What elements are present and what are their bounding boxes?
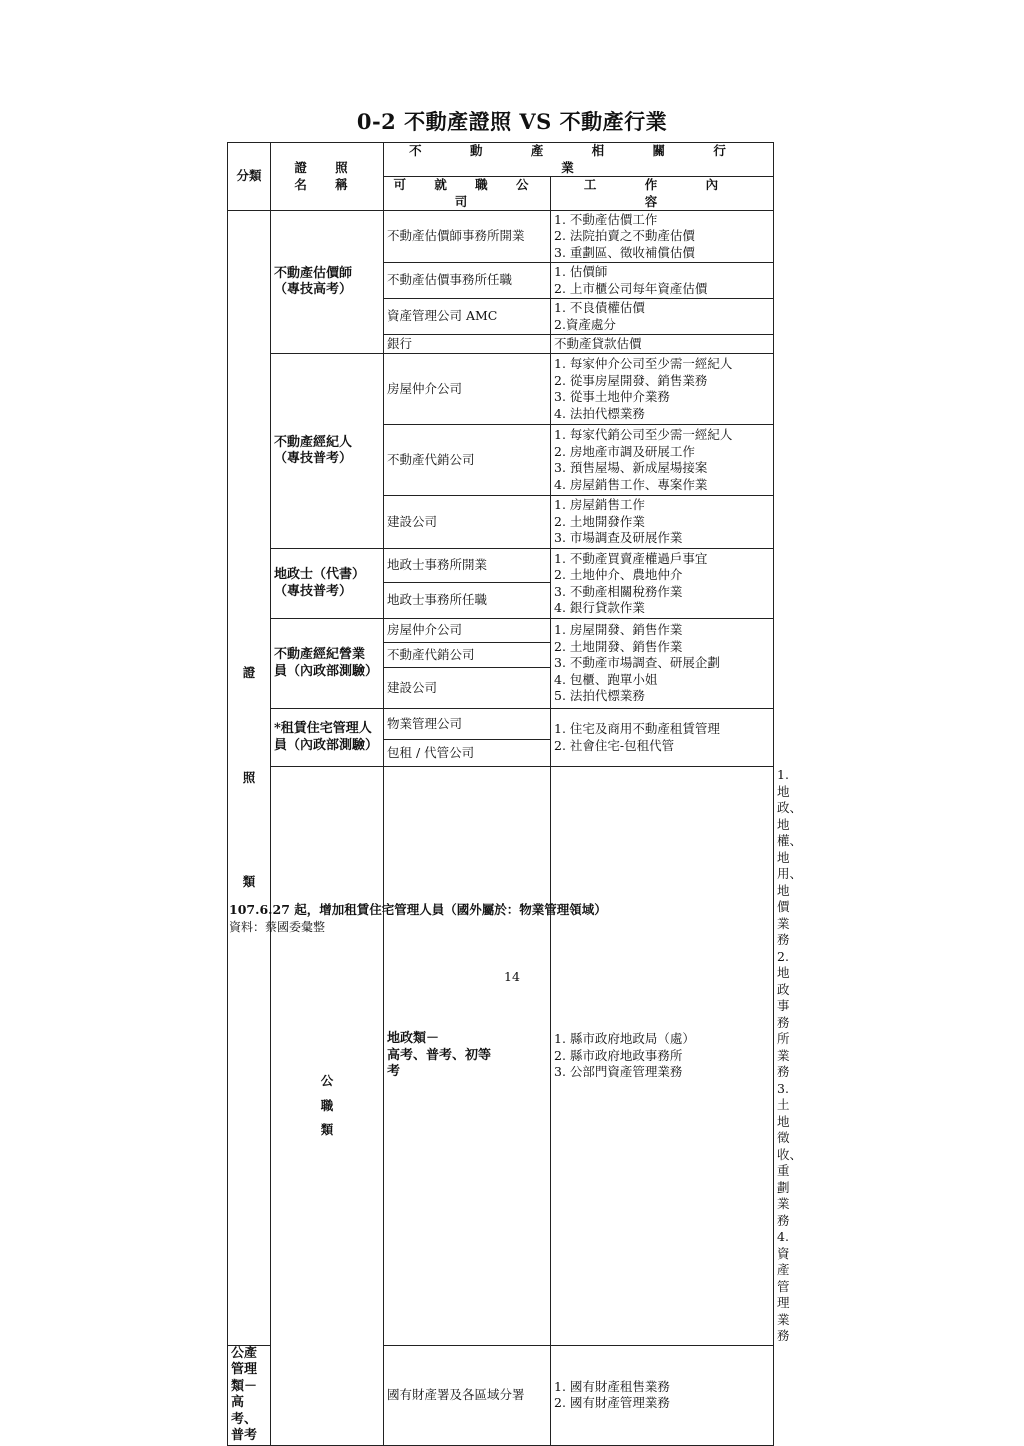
- cert-sales-line: 員（內政部測驗）: [274, 663, 379, 679]
- category-public-char: 公: [320, 1073, 334, 1088]
- company-land-admin: [551, 767, 774, 1346]
- content-line: 5. 法拍代標業務: [554, 688, 645, 704]
- cert-broker-line: 不動產經紀人: [274, 434, 353, 450]
- cert-public-property: [228, 1345, 271, 1445]
- content-sales: [551, 619, 774, 709]
- content-broker-builder: [551, 496, 774, 549]
- content-amc: [551, 299, 774, 335]
- content-appraiser-firm: [551, 211, 774, 263]
- category-license-char: 照: [242, 769, 256, 785]
- company-line: 3. 公部門資產管理業務: [554, 1064, 683, 1079]
- content-line: 不動產貸款估價: [554, 335, 642, 351]
- content-line: 2. 土地仲介、農地仲介: [554, 567, 683, 582]
- content-line: 1. 不動產估價工作: [554, 211, 658, 227]
- cert-broker-line: （專技普考）: [274, 451, 353, 466]
- header-category: 分類: [228, 143, 271, 211]
- cert-sales: [271, 619, 384, 709]
- content-line: 4. 包櫃、跑單小姐: [554, 671, 658, 687]
- cert-land-admin: [384, 767, 551, 1346]
- cert-appraiser-line: （專技高考）: [274, 282, 353, 297]
- cert-sales-line: 不動產經紀營業: [274, 647, 366, 662]
- content-line: 2. 土地開發、銷售作業: [554, 638, 683, 654]
- content-line: 2. 房地產市調及研展工作: [554, 443, 695, 459]
- content-line: 1. 不動產買賣產權過戶事宜: [554, 550, 708, 566]
- category-public-char: 類: [320, 1122, 334, 1137]
- content-line: 2.資產處分: [554, 316, 616, 332]
- header-industry: 不 動 產 相 關 行 業: [384, 143, 774, 177]
- cert-rental-line: 員（內政部測驗）: [274, 737, 379, 753]
- content-line: 1. 每家仲介公司至少需一經紀人: [554, 356, 733, 371]
- header-content: 工 作 內 容: [551, 177, 774, 211]
- company-line: 2. 縣市政府地政事務所: [554, 1047, 683, 1063]
- company-appraiser-firm: 不動產估價師事務所開業: [384, 211, 551, 263]
- cert-rental: [271, 709, 384, 767]
- category-license: [228, 211, 271, 1346]
- company-scrivener-staff: 地政士事務所任職: [384, 583, 551, 619]
- license-industry-table: 分類 證 照 名 稱 不 動 產 相 關 行 業 可 就 職 公 司 工 作 內 容 證 照 類 不動產估價師 （專技高考） 不動產估價師事務所開業 1. 不動產估價工作 2. 法院拍賣之不動產估價 3. 重劃區、徵收補償估價 不動產估價事務所任職 1. 估價師 2. 上市櫃公司每年資產估價 資產管理公司 AMC 1. 不良債權估價 2.資產處分 銀行 不動產貸款估價 不動產經紀人 （專技普考） 房屋仲介公司 1. 每家仲介公司至少需一經紀人 2. 從事房屋開發、銷售業務 3. 從事土地仲介業務 4. 法拍代標業務 不動產代銷公司 1. 每家代銷公司至少需一經紀人 2. 房地產市調及研展工作 3. 預售屋場、新成屋場接案 4. 房屋銷售工作、專案作業 建設公司 1. 房屋銷售工作 2. 土地開發作業 3. 市場調查及研展作業 地政士（代書） （專技普考） 地政士事務所開業 1. 不動產買賣產權過戶事宜 2. 土地仲介、農地仲介 3. 不動產相關稅務作業 4. 銀行貸款作業 地政士事務所任職 不動產經紀營業 員（內政部測驗） 房屋仲介公司 1. 房屋開發、銷售作業 2. 土地開發、銷售作業 3. 不動產市場調查、研展企劃 4. 包櫃、跑單小姐 5. 法拍代標業務 不動產代銷公司 建設公司 *租賃住宅管理人 員（內政部測驗） 物業管理公司 1. 住宅及商用不動產租賃管理 2. 社會住宅-包租代管 包租 / 代管公司 公 職 類 地政類－ 高考、普考、初等 考 1. 縣市政府地政局（處） 2. 縣市政府地政事務所 3. 公部門資產管理業務 1. 地政、地權、地用、地價業務 2. 地政事務所業務 3. 土地徵收、重劃業務 4. 資產管理業務 公產管理類－ 高考、普考 國有財產署及各區域分署 1. 國有財產租售業務 2. 國有財產管理業務: [227, 142, 774, 1446]
- content-line: 2. 法院拍賣之不動產估價: [554, 228, 695, 244]
- cert-appraiser-line: 不動產估價師: [274, 265, 353, 281]
- cert-public-property-line: 公產管理類－: [231, 1345, 258, 1394]
- content-line: 1. 房屋銷售工作: [554, 497, 645, 513]
- content-bank: [551, 335, 774, 354]
- category-license-char: 證: [242, 665, 256, 680]
- content-appraiser-staff: [551, 263, 774, 299]
- page-title: 0-2 不動產證照 VS 不動產行業: [356, 109, 668, 134]
- content-line: 2. 土地開發作業: [554, 513, 645, 529]
- company-rental-pm: 物業管理公司: [384, 709, 551, 740]
- content-public-property: [551, 1345, 774, 1445]
- cert-rental-line: *租賃住宅管理人: [274, 721, 372, 736]
- content-line: 3. 不動產市場調查、研展企劃: [554, 655, 720, 671]
- footnote-source: 資料：蔡國委彙整: [229, 920, 326, 934]
- cert-appraiser: [271, 211, 384, 354]
- company-public-property: 國有財產署及各區域分署: [384, 1345, 551, 1445]
- content-line: 1. 每家代銷公司至少需一經紀人: [554, 427, 733, 442]
- cert-scrivener-line: 地政士（代書）: [274, 567, 366, 582]
- cert-land-admin-line: 地政類－: [387, 1031, 440, 1046]
- cert-scrivener-line: （專技普考）: [274, 583, 353, 599]
- content-line: 3. 重劃區、徵收補償估價: [554, 244, 695, 260]
- header-cert-name: 證 照 名 稱: [271, 143, 384, 211]
- content-line: 2. 從事房屋開發、銷售業務: [554, 372, 708, 388]
- company-sales-builder: 建設公司: [384, 668, 551, 709]
- content-line: 1. 估價師: [554, 264, 608, 279]
- header-company: 可 就 職 公 司: [384, 177, 551, 211]
- content-line: 1. 住宅及商用不動產租賃管理: [554, 721, 720, 736]
- company-broker-agency: 房屋仲介公司: [384, 354, 551, 425]
- content-line: 3. 不動產相關稅務作業: [554, 583, 683, 599]
- content-line: 4. 法拍代標業務: [554, 405, 645, 421]
- content-line: 1. 國有財產租售業務: [554, 1378, 670, 1394]
- company-broker-builder: 建設公司: [384, 496, 551, 549]
- content-line: 2. 上市櫃公司每年資產估價: [554, 280, 708, 296]
- company-sales-marketing: 不動產代銷公司: [384, 643, 551, 668]
- category-public-char: 職: [320, 1097, 334, 1113]
- company-broker-marketing: 不動產代銷公司: [384, 425, 551, 496]
- cert-public-property-line: 高考、普考: [231, 1395, 258, 1443]
- page-number: 14: [504, 969, 520, 984]
- cert-broker: [271, 354, 384, 549]
- content-line: 1. 房屋開發、銷售作業: [554, 622, 683, 638]
- content-broker-agency: [551, 354, 774, 425]
- content-scrivener: [551, 549, 774, 619]
- content-line: 3. 市場調查及研展作業: [554, 530, 683, 546]
- content-broker-marketing: [551, 425, 774, 496]
- content-line: 2. 社會住宅-包租代管: [554, 737, 675, 753]
- company-sales-agency: 房屋仲介公司: [384, 619, 551, 643]
- content-line: 1. 不良債權估價: [554, 300, 645, 315]
- company-bank: 銀行: [384, 335, 551, 354]
- cert-scrivener: [271, 549, 384, 619]
- company-rental-lease: 包租 / 代管公司: [384, 740, 551, 767]
- content-line: 4. 銀行貸款作業: [554, 600, 645, 615]
- company-scrivener-firm: 地政士事務所開業: [384, 549, 551, 583]
- content-line: 3. 從事土地仲介業務: [554, 389, 670, 404]
- content-line: 2. 國有財產管理業務: [554, 1395, 670, 1410]
- category-license-char: 類: [242, 874, 256, 889]
- cert-land-admin-line: 高考、普考、初等: [387, 1047, 492, 1063]
- content-line: 3. 預售屋場、新成屋場接案: [554, 460, 708, 475]
- footnote-policy: 107.6.27 起，增加租賃住宅管理人員（國外屬於：物業管理領域）: [229, 902, 607, 917]
- company-appraiser-staff: 不動產估價事務所任職: [384, 263, 551, 299]
- cert-land-admin-line: 考: [387, 1064, 401, 1079]
- content-rental: [551, 709, 774, 767]
- company-amc: 資產管理公司 AMC: [384, 299, 551, 335]
- company-line: 1. 縣市政府地政局（處）: [554, 1031, 695, 1046]
- category-public: [271, 767, 384, 1446]
- content-line: 4. 房屋銷售工作、專案作業: [554, 476, 708, 492]
